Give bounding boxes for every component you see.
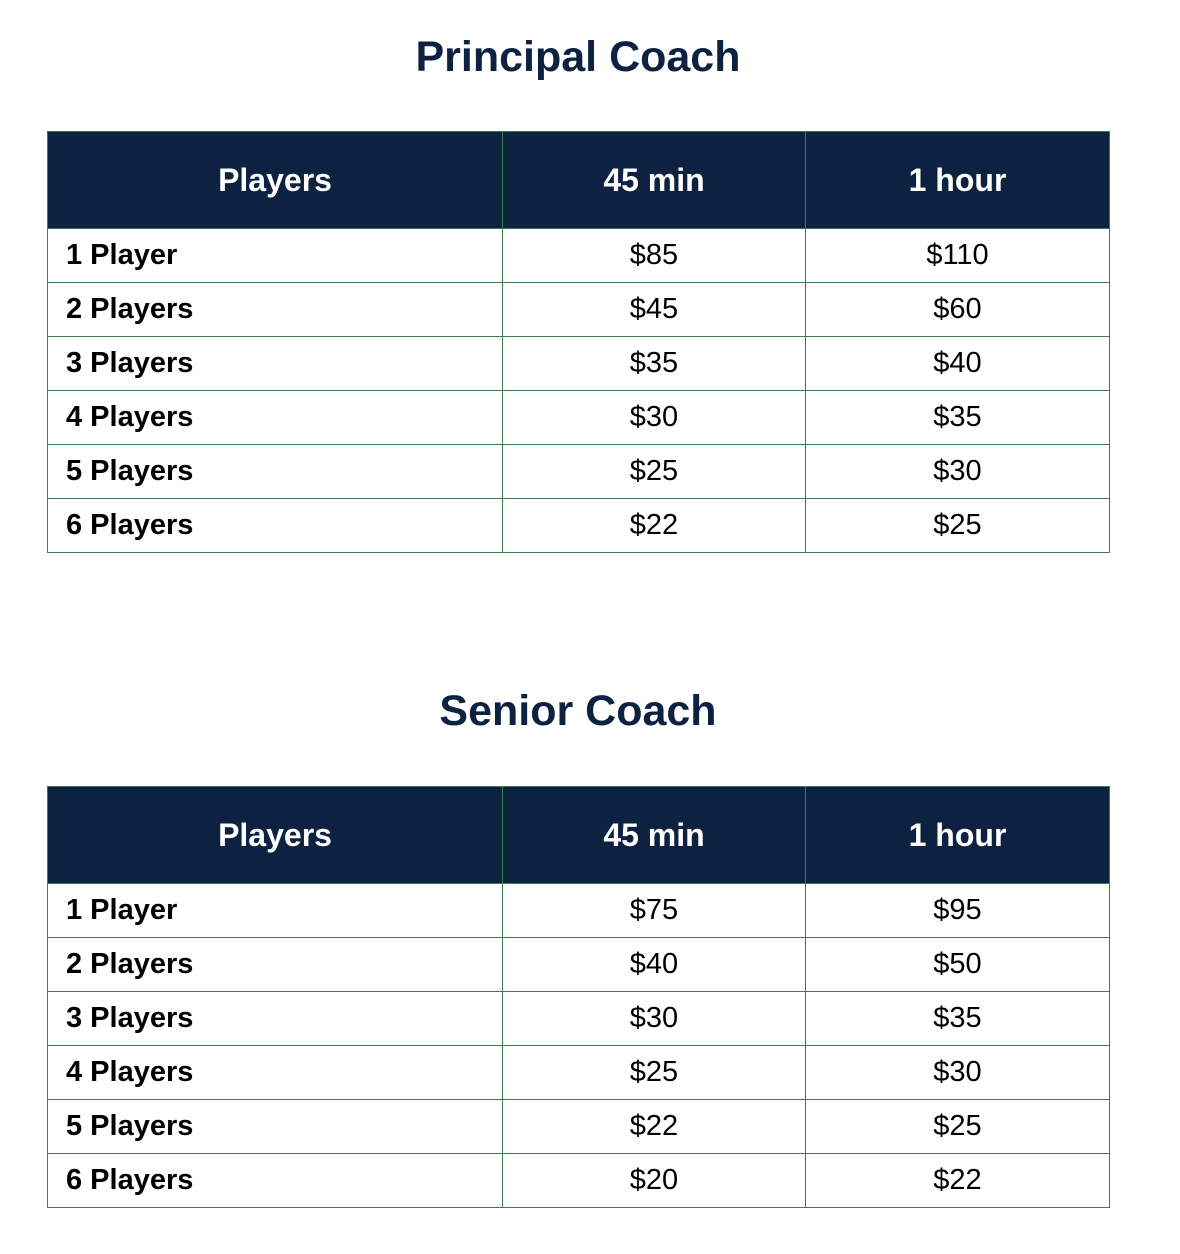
players-cell: 5 Players	[48, 445, 503, 499]
price-1-hour-cell: $25	[806, 499, 1110, 553]
header-45-min: 45 min	[503, 132, 806, 229]
price-45-min-cell: $30	[503, 992, 806, 1046]
principal-coach-title: Principal Coach	[415, 33, 741, 81]
price-1-hour-cell: $40	[806, 337, 1110, 391]
price-1-hour-cell: $50	[806, 938, 1110, 992]
table-row	[48, 499, 1110, 553]
table-header-row	[48, 787, 1110, 884]
players-cell: 2 Players	[48, 283, 503, 337]
table-row	[48, 992, 1110, 1046]
price-1-hour-cell: $22	[806, 1154, 1110, 1208]
players-cell: 6 Players	[48, 1154, 503, 1208]
price-1-hour-cell: $25	[806, 1100, 1110, 1154]
price-45-min-cell: $75	[503, 884, 806, 938]
header-1-hour: 1 hour	[806, 132, 1110, 229]
players-cell: 1 Player	[48, 884, 503, 938]
price-45-min-cell: $22	[503, 1100, 806, 1154]
price-1-hour-cell: $30	[806, 445, 1110, 499]
price-45-min-cell: $85	[503, 229, 806, 283]
price-45-min-cell: $35	[503, 337, 806, 391]
players-cell: 4 Players	[48, 391, 503, 445]
header-players: Players	[48, 132, 503, 229]
price-45-min-cell: $25	[503, 445, 806, 499]
table-row	[48, 391, 1110, 445]
table-row	[48, 1046, 1110, 1100]
price-1-hour-cell: $60	[806, 283, 1110, 337]
senior-coach-rates-table	[47, 786, 1110, 1208]
table-row	[48, 1154, 1110, 1208]
price-45-min-cell: $45	[503, 283, 806, 337]
players-cell: 4 Players	[48, 1046, 503, 1100]
players-cell: 5 Players	[48, 1100, 503, 1154]
players-cell: 1 Player	[48, 229, 503, 283]
price-45-min-cell: $22	[503, 499, 806, 553]
price-1-hour-cell: $35	[806, 992, 1110, 1046]
players-cell: 3 Players	[48, 992, 503, 1046]
price-1-hour-cell: $35	[806, 391, 1110, 445]
price-45-min-cell: $40	[503, 938, 806, 992]
table-row	[48, 938, 1110, 992]
price-45-min-cell: $20	[503, 1154, 806, 1208]
table-row	[48, 337, 1110, 391]
principal-coach-rates-table	[47, 131, 1110, 553]
header-players: Players	[48, 787, 503, 884]
players-cell: 3 Players	[48, 337, 503, 391]
price-1-hour-cell: $95	[806, 884, 1110, 938]
header-45-min: 45 min	[503, 787, 806, 884]
price-45-min-cell: $25	[503, 1046, 806, 1100]
table-row	[48, 884, 1110, 938]
players-cell: 2 Players	[48, 938, 503, 992]
table-row	[48, 283, 1110, 337]
table-header-row	[48, 132, 1110, 229]
price-45-min-cell: $30	[503, 391, 806, 445]
table-row	[48, 1100, 1110, 1154]
senior-coach-title: Senior Coach	[439, 687, 717, 735]
table-row	[48, 445, 1110, 499]
price-1-hour-cell: $110	[806, 229, 1110, 283]
table-row	[48, 229, 1110, 283]
header-1-hour: 1 hour	[806, 787, 1110, 884]
players-cell: 6 Players	[48, 499, 503, 553]
price-1-hour-cell: $30	[806, 1046, 1110, 1100]
